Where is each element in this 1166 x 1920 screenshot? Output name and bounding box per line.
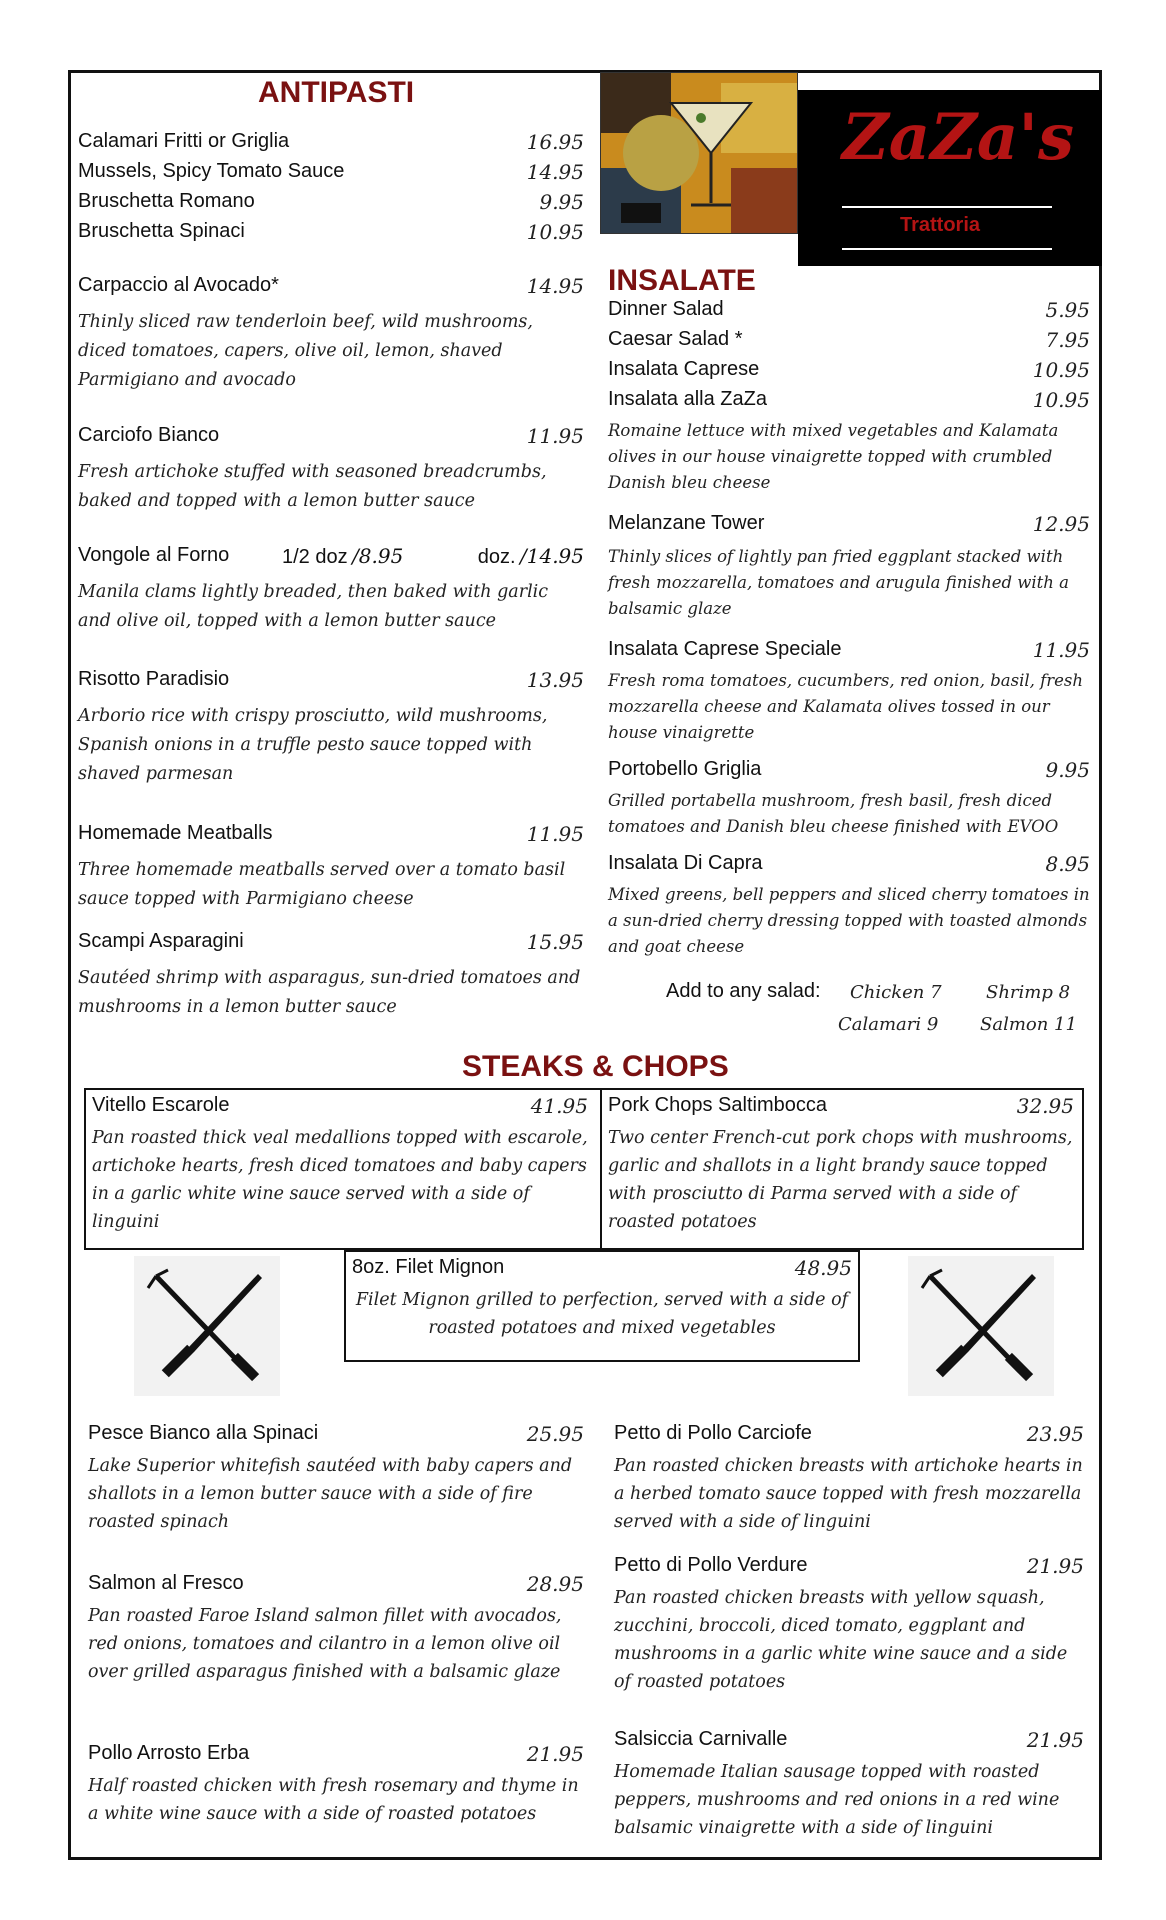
- item-description: Thinly slices of lightly pan fried eggplant stacked with fresh mozzarella, tomatoes and arugula finished with a balsamic glaze: [608, 547, 1070, 618]
- item-price: 14.95: [526, 160, 584, 184]
- item-price: 48.95: [794, 1256, 852, 1280]
- menu-item: [78, 822, 584, 914]
- item-description: Pan roasted Faroe Island salmon fillet with avocados, red onions, tomatoes and cilantro in a lemon olive oil over grilled asparagus finished with a balsamic glaze: [88, 1606, 562, 1682]
- menu-item: [78, 130, 584, 160]
- item-name: Petto di Pollo Carciofe: [614, 1422, 812, 1444]
- item-price: 11.95: [526, 424, 584, 448]
- item-description: Half roasted chicken with fresh rosemary and thyme in a white wine sauce with a side of roasted potatoes: [88, 1776, 579, 1824]
- item-name: Carciofo Bianco: [78, 424, 220, 446]
- menu-item: [88, 1742, 584, 1828]
- addon-chicken: Chicken 7: [850, 982, 942, 1003]
- antipasti-simple-list: [78, 130, 584, 250]
- menu-item: [608, 512, 1090, 622]
- item-description: Pan roasted chicken breasts with artichoke hearts in a herbed tomato sauce topped with fresh mozzarella served with a side of linguini: [614, 1456, 1083, 1532]
- item-description: Thinly sliced raw tenderloin beef, wild mushrooms, diced tomatoes, capers, olive oil, lemon, shaved Parmigiano and avocado: [78, 312, 533, 390]
- menu-item: [88, 1422, 584, 1536]
- item-name: Melanzane Tower: [608, 512, 765, 534]
- item-price: 41.95: [530, 1094, 588, 1118]
- menu-item: [92, 1094, 588, 1236]
- item-name: Homemade Meatballs: [78, 822, 273, 844]
- item-description: Two center French-cut pork chops with mushrooms, garlic and shallots in a light brandy sauce topped with prosciutto di Parma served with a side of roasted potatoes: [608, 1128, 1073, 1232]
- item-name: Insalata Di Capra: [608, 852, 763, 874]
- addon-calamari: Calamari 9: [838, 1014, 939, 1035]
- crossed-knives-right-icon: [908, 1256, 1054, 1396]
- menu-item-vongole: [78, 544, 584, 636]
- item-name: Bruschetta Spinaci: [78, 220, 245, 242]
- item-name: Pollo Arrosto Erba: [88, 1742, 250, 1764]
- item-name: Caesar Salad *: [608, 328, 743, 350]
- item-price: 10.95: [1032, 388, 1090, 412]
- item-name: Bruschetta Romano: [78, 190, 255, 212]
- item-price: 10.95: [1032, 358, 1090, 382]
- item-name: Vongole al Forno: [78, 544, 230, 566]
- menu-item: [78, 424, 584, 516]
- menu-item: [78, 190, 584, 220]
- item-price: 9.95: [539, 190, 584, 214]
- item-name: Vitello Escarole: [92, 1094, 230, 1116]
- insalate-simple-list: [608, 298, 1090, 388]
- item-name: Scampi Asparagini: [78, 930, 244, 952]
- item-description: Grilled portabella mushroom, fresh basil, fresh diced tomatoes and Danish bleu cheese finished with EVOO: [608, 791, 1059, 836]
- item-description: Lake Superior whitefish sautéed with baby capers and shallots in a lemon butter sauce with a side of fire roasted spinach: [88, 1456, 573, 1532]
- item-description: Sautéed shrimp with asparagus, sun-dried tomatoes and mushrooms in a lemon butter sauce: [78, 968, 581, 1017]
- item-name: Pesce Bianco alla Spinaci: [88, 1422, 319, 1444]
- item-price: 21.95: [1026, 1728, 1084, 1752]
- item-description: Romaine lettuce with mixed vegetables and Kalamata olives in our house vinaigrette topped with crumbled Danish bleu cheese: [608, 421, 1059, 492]
- item-price: 13.95: [526, 668, 584, 692]
- menu-item: [614, 1728, 1084, 1842]
- item-description: Filet Mignon grilled to perfection, served with a side of roasted potatoes and mixed vegetables: [355, 1290, 849, 1338]
- martini-artwork: [600, 72, 798, 234]
- menu-item: [614, 1554, 1084, 1696]
- item-description: Homemade Italian sausage topped with roasted peppers, mushrooms and red onions in a red wine balsamic vinaigrette with a side of linguini: [614, 1762, 1060, 1838]
- dozen-label: doz.: [477, 546, 516, 568]
- menu-item: [608, 758, 1090, 840]
- item-name: Carpaccio al Avocado*: [78, 274, 279, 296]
- item-price: 10.95: [526, 220, 584, 244]
- item-price: 8.95: [1045, 852, 1090, 876]
- item-name: Insalata alla ZaZa: [608, 388, 767, 410]
- item-price: 11.95: [1032, 638, 1090, 662]
- menu-item: [608, 358, 1090, 388]
- antipasti-heading: ANTIPASTI: [258, 76, 415, 109]
- item-name: Petto di Pollo Verdure: [614, 1554, 808, 1576]
- addons-label: Add to any salad:: [666, 980, 821, 1002]
- menu-item: [608, 388, 1090, 496]
- item-description: Manila clams lightly breaded, then baked with garlic and olive oil, topped with a lemon butter sauce: [78, 582, 549, 631]
- menu-item: [352, 1256, 852, 1342]
- item-price: 25.95: [526, 1422, 584, 1446]
- item-description: Fresh artichoke stuffed with seasoned breadcrumbs, baked and topped with a lemon butter sauce: [78, 462, 547, 511]
- item-name: Dinner Salad: [608, 298, 724, 320]
- item-price: 11.95: [526, 822, 584, 846]
- addon-salmon: Salmon 11: [980, 1014, 1077, 1035]
- dozen-price: /14.95: [520, 544, 584, 568]
- menu-item: [78, 220, 584, 250]
- menu-item: [78, 668, 584, 789]
- menu-item: [614, 1422, 1084, 1536]
- item-name: Insalata Caprese Speciale: [608, 638, 842, 660]
- item-name: Insalata Caprese: [608, 358, 760, 380]
- menu-item: [608, 328, 1090, 358]
- menu-item: [608, 1094, 1074, 1236]
- addon-shrimp: Shrimp 8: [986, 982, 1071, 1003]
- item-price: 14.95: [526, 274, 584, 298]
- half-dozen-label: 1/2 doz: [282, 546, 348, 568]
- menu-item: [78, 930, 584, 1022]
- menu-item: [608, 298, 1090, 328]
- item-price: 7.95: [1045, 328, 1090, 352]
- item-name: Portobello Griglia: [608, 758, 762, 780]
- item-description: Fresh roma tomatoes, cucumbers, red onion, basil, fresh mozzarella cheese and Kalamata olives tossed in our house vinaigrette: [608, 671, 1083, 742]
- menu-item: [88, 1572, 584, 1686]
- vongole-full: [478, 544, 584, 569]
- logo-divider-top: [842, 206, 1052, 208]
- item-price: 12.95: [1032, 512, 1090, 536]
- item-price: 21.95: [526, 1742, 584, 1766]
- item-price: 9.95: [1045, 758, 1090, 782]
- item-description: Pan roasted thick veal medallions topped with escarole, artichoke hearts, fresh diced tomatoes and baby capers in a garlic white wine sauce served with a side of linguini: [92, 1128, 588, 1232]
- insalate-heading: INSALATE: [608, 264, 756, 297]
- menu-item: [608, 852, 1090, 960]
- steaks-heading: STEAKS & CHOPS: [462, 1050, 729, 1083]
- item-price: 23.95: [1026, 1422, 1084, 1446]
- item-price: 15.95: [526, 930, 584, 954]
- brand-subtitle: Trattoria: [900, 214, 981, 236]
- logo-divider-bottom: [842, 248, 1052, 250]
- item-description: Arborio rice with crispy prosciutto, wild mushrooms, Spanish onions in a truffle pesto sauce topped with shaved parmesan: [78, 706, 548, 784]
- item-price: 21.95: [1026, 1554, 1084, 1578]
- item-name: Mussels, Spicy Tomato Sauce: [78, 160, 345, 182]
- item-name: Risotto Paradisio: [78, 668, 230, 690]
- item-description: Pan roasted chicken breasts with yellow squash, zucchini, broccoli, diced tomato, eggplant and mushrooms in a garlic white wine sauce and a side of roasted potatoes: [614, 1588, 1068, 1692]
- vongole-half: [282, 544, 403, 569]
- item-description: Three homemade meatballs served over a tomato basil sauce topped with Parmigiano cheese: [78, 860, 566, 909]
- crossed-knives-left-icon: [134, 1256, 280, 1396]
- half-dozen-price: /8.95: [352, 544, 404, 568]
- menu-item: [608, 638, 1090, 746]
- menu-item: [78, 274, 584, 395]
- brand-name: ZaZa's: [842, 100, 1074, 175]
- item-price: 5.95: [1045, 298, 1090, 322]
- item-price: 32.95: [1016, 1094, 1074, 1118]
- menu-item: [78, 160, 584, 190]
- item-name: Salsiccia Carnivalle: [614, 1728, 788, 1750]
- item-price: 28.95: [526, 1572, 584, 1596]
- item-description: Mixed greens, bell peppers and sliced cherry tomatoes in a sun-dried cherry dressing topped with toasted almonds and goat cheese: [608, 885, 1090, 956]
- item-name: Salmon al Fresco: [88, 1572, 244, 1594]
- item-name: Calamari Fritti or Griglia: [78, 130, 290, 152]
- item-name: Pork Chops Saltimbocca: [608, 1094, 827, 1116]
- item-price: 16.95: [526, 130, 584, 154]
- item-name: 8oz. Filet Mignon: [352, 1256, 505, 1278]
